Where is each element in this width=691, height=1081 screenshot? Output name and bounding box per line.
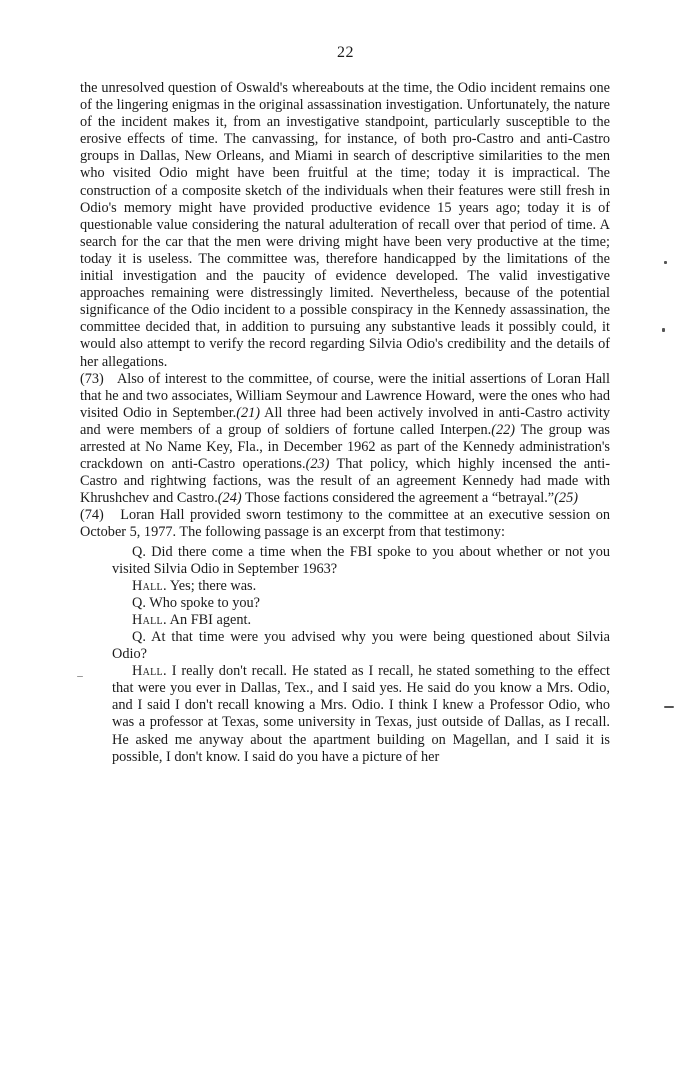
testimony-line [112,612,610,629]
footnote-ref-23: (23) [305,456,330,473]
testimony-text: An FBI agent. [169,611,252,628]
page-number: 22 [337,44,354,61]
testimony-speaker: Hall. [132,663,167,680]
paragraph-73 [80,371,610,508]
testimony-line [112,595,610,612]
paragraph-73-text-b: All three had been actively involved in anti-Castro activity and were members of a group of soldiers of fortune called Interpen. [80,404,611,438]
paragraph-73-text-e: Those factions considered the agreement a “betrayal.” [244,490,555,507]
testimony-speaker: Hall. [132,577,167,594]
paragraph-73-text-c: The group was arrested at No Name Key, Fla., in December 1962 as part of the Kennedy administration's crackdown on anti-Castro operations. [80,421,610,473]
paragraph-73-text-a: Also of interest to the committee, of course, were the initial assertions of Loran Hall that he and two associates, William Seymour and Lawrence Howard, were the ones who had visited Odio in September. [80,370,610,421]
testimony-text: Q. Who spoke to you? [132,594,260,611]
paragraph-74 [80,507,610,541]
footnote-ref-24: (24) [217,490,242,507]
paragraph-number-74: (74) [80,507,104,524]
paragraph-74-text: Loran Hall provided sworn testimony to the committee at an executive session on October 5, 1977. The following passage is an excerpt from that testimony: [80,507,610,541]
testimony-speaker: Hall. [132,611,167,628]
document-body [80,80,610,766]
testimony-text: I really don't recall. He stated as I recall, he stated something to the effect that were you ever in Dallas, Tex., and I said yes. He said do you know a Mrs. Odio, and I said I don't recall knowing a Mrs. Odio. I think I knew a Professor Odio, who was a professor at Texas, some university in Texas, just outside of Dallas, as I recall. He asked me anyway about the apartment building on Magellan, and I said it is possible, I don't know. I said do you have a picture of her [112,663,610,765]
testimony-text: Q. Did there come a time when the FBI spoke to you about whether or not you visited Silvia Odio in September 1963? [112,543,610,577]
paragraph-number-73: (73) [80,370,104,387]
testimony-line [112,629,610,663]
footnote-ref-25: (25) [554,490,578,507]
scan-mark [664,706,674,708]
testimony-text: Yes; there was. [169,577,257,594]
paragraph-73-text-d: That policy, which highly incensed the anti-Castro and rightwing factions, was the result of an agreement Kennedy had made with Khrushchev and Castro. [80,456,610,507]
testimony-line [112,663,610,766]
testimony-line [112,578,610,595]
paragraph-continuation: the unresolved question of Oswald's whereabouts at the time, the Odio incident remains one of the lingering enigmas in the original assassination investigation. Unfortunately, the nature of the incident makes it, from an investigative standpoint, particularly susceptible to the erosive effects of time. The canvassing, for instance, of both pro-Castro and anti-Castro groups in Dallas, New Orleans, and Miami in search of descriptive similarities to the men who visited Odio might have been fruitful at the time; today it is impractical. The construction of a composite sketch of the individuals when their features were still fresh in Odio's memory might have provided productive evidence 15 years ago; today it is of questionable value considering the natural adulteration of recall over that period of time. A search for the car that the men were driving might have been very productive at the time; today it is useless. The committee was, therefore handicapped by the limitations of the initial investigation and the paucity of evidence developed. The valid investigative approaches remaining were distressingly limited. Nevertheless, because of the potential significance of the Odio incident to a possible conspiracy in the Kennedy assassination, the committee decided that, in addition to pursuing any substantive leads it possibly could, it would also attempt to verify the record regarding Silvia Odio's credibility and the details of her allegations. [80,80,610,370]
scan-mark [77,676,83,677]
testimony-text: Q. At that time were you advised why you were being questioned about Silvia Odio? [112,629,610,663]
testimony-excerpt [80,544,610,766]
footnote-ref-21: (21) [236,404,261,421]
scan-mark [664,261,667,264]
scan-mark [662,328,665,332]
testimony-line [112,544,610,578]
footnote-ref-22: (22) [491,421,516,438]
